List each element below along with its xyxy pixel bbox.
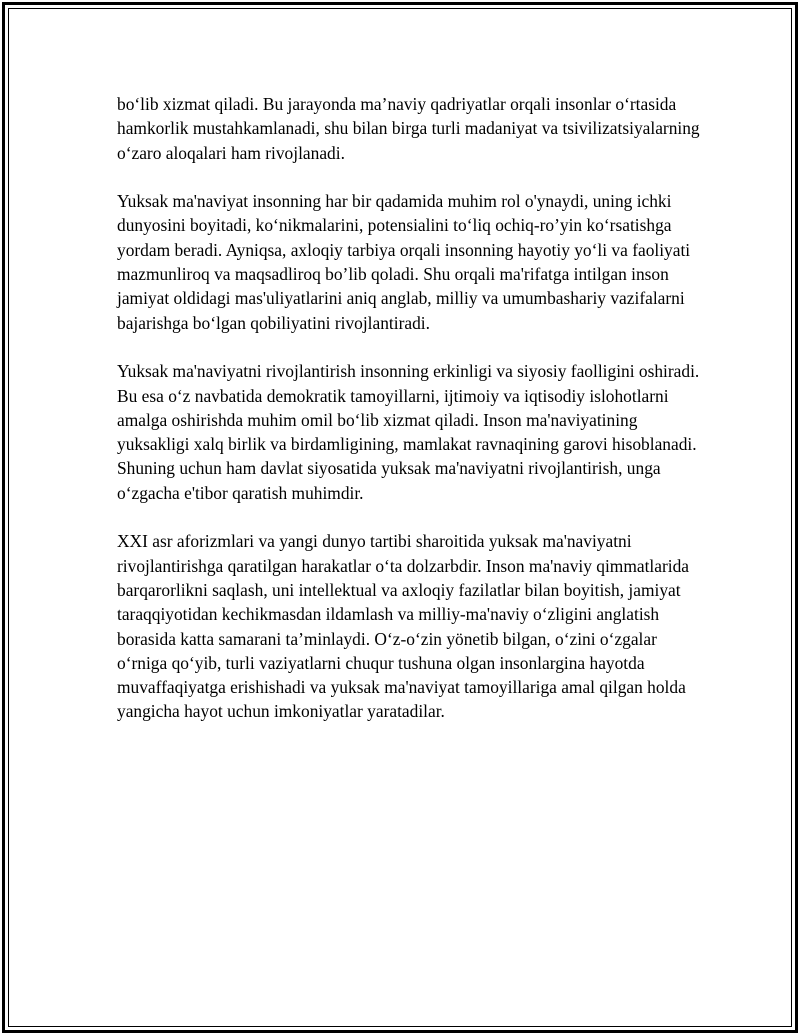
document-body: [117, 92, 707, 748]
paragraph-1: bo‘lib xizmat qiladi. Bu jarayonda ma’naviy qadriyatlar orqali insonlar o‘rtasida hamkorlik mustahkamlanadi, shu bilan birga turli madaniyat va tsivilizatsiyalarning o‘zaro aloqalari ham rivojlanadi.: [117, 94, 700, 163]
paragraph-3: Yuksak ma'naviyatni rivojlantirish insonning erkinligi va siyosiy faolligini oshiradi. Bu esa o‘z navbatida demokratik tamoyillarni, ijtimoiy va iqtisodiy islohotlarni amalga oshirishda muhim omil bo‘lib xizmat qiladi. Inson ma'naviyatining yuksakligi xalq birlik va birdamligining, mamlakat ravnaqining garovi hisoblanadi. Shuning uchun ham davlat siyosatida yuksak ma'naviyatni rivojlantirish, unga o‘zgacha e'tibor qaratish muhimdir.: [117, 361, 700, 503]
paragraph-4: XXI asr aforizmlari va yangi dunyo tartibi sharoitida yuksak ma'naviyatni rivojlantirishga qaratilgan harakatlar o‘ta dolzarbdir. Inson ma'naviy qimmatlarida barqarorlikni saqlash, uni intellektual va axloqiy fazilatlar bilan boyitish, jamiyat taraqqiyotidan kechikmasdan ildamlash va milliy-ma'naviy o‘zligini anglatish borasida katta samarani ta’minlaydi. O‘z-o‘zin yönetib bilgan, o‘zini o‘zgalar o‘rniga qo‘yib, turli vaziyatlarni chuqur tushuna olgan insonlargina hayotda muvaffaqiyatga erishishadi va yuksak ma'naviyat tamoyillariga amal qilgan holda yangicha hayot uchun imkoniyatlar yaratadilar.: [117, 531, 689, 722]
paragraph-2: Yuksak ma'naviyat insonning har bir qadamida muhim rol o'ynaydi, uning ichki dunyosini boyitadi, ko‘nikmalarini, potensialini to‘liq ochiq-ro’yin ko‘rsatishga yordam beradi. Ayniqsa, axloqiy tarbiya orqali insonning hayotiy yo‘li va faoliyati mazmunliroq va maqsadliroq bo’lib qoladi. Shu orqali ma'rifatga intilgan inson jamiyat oldidagi mas'uliyatlarini aniq anglab, milliy va umumbashariy vazifalarni bajarishga bo‘lgan qobiliyatini rivojlantiradi.: [117, 191, 691, 333]
